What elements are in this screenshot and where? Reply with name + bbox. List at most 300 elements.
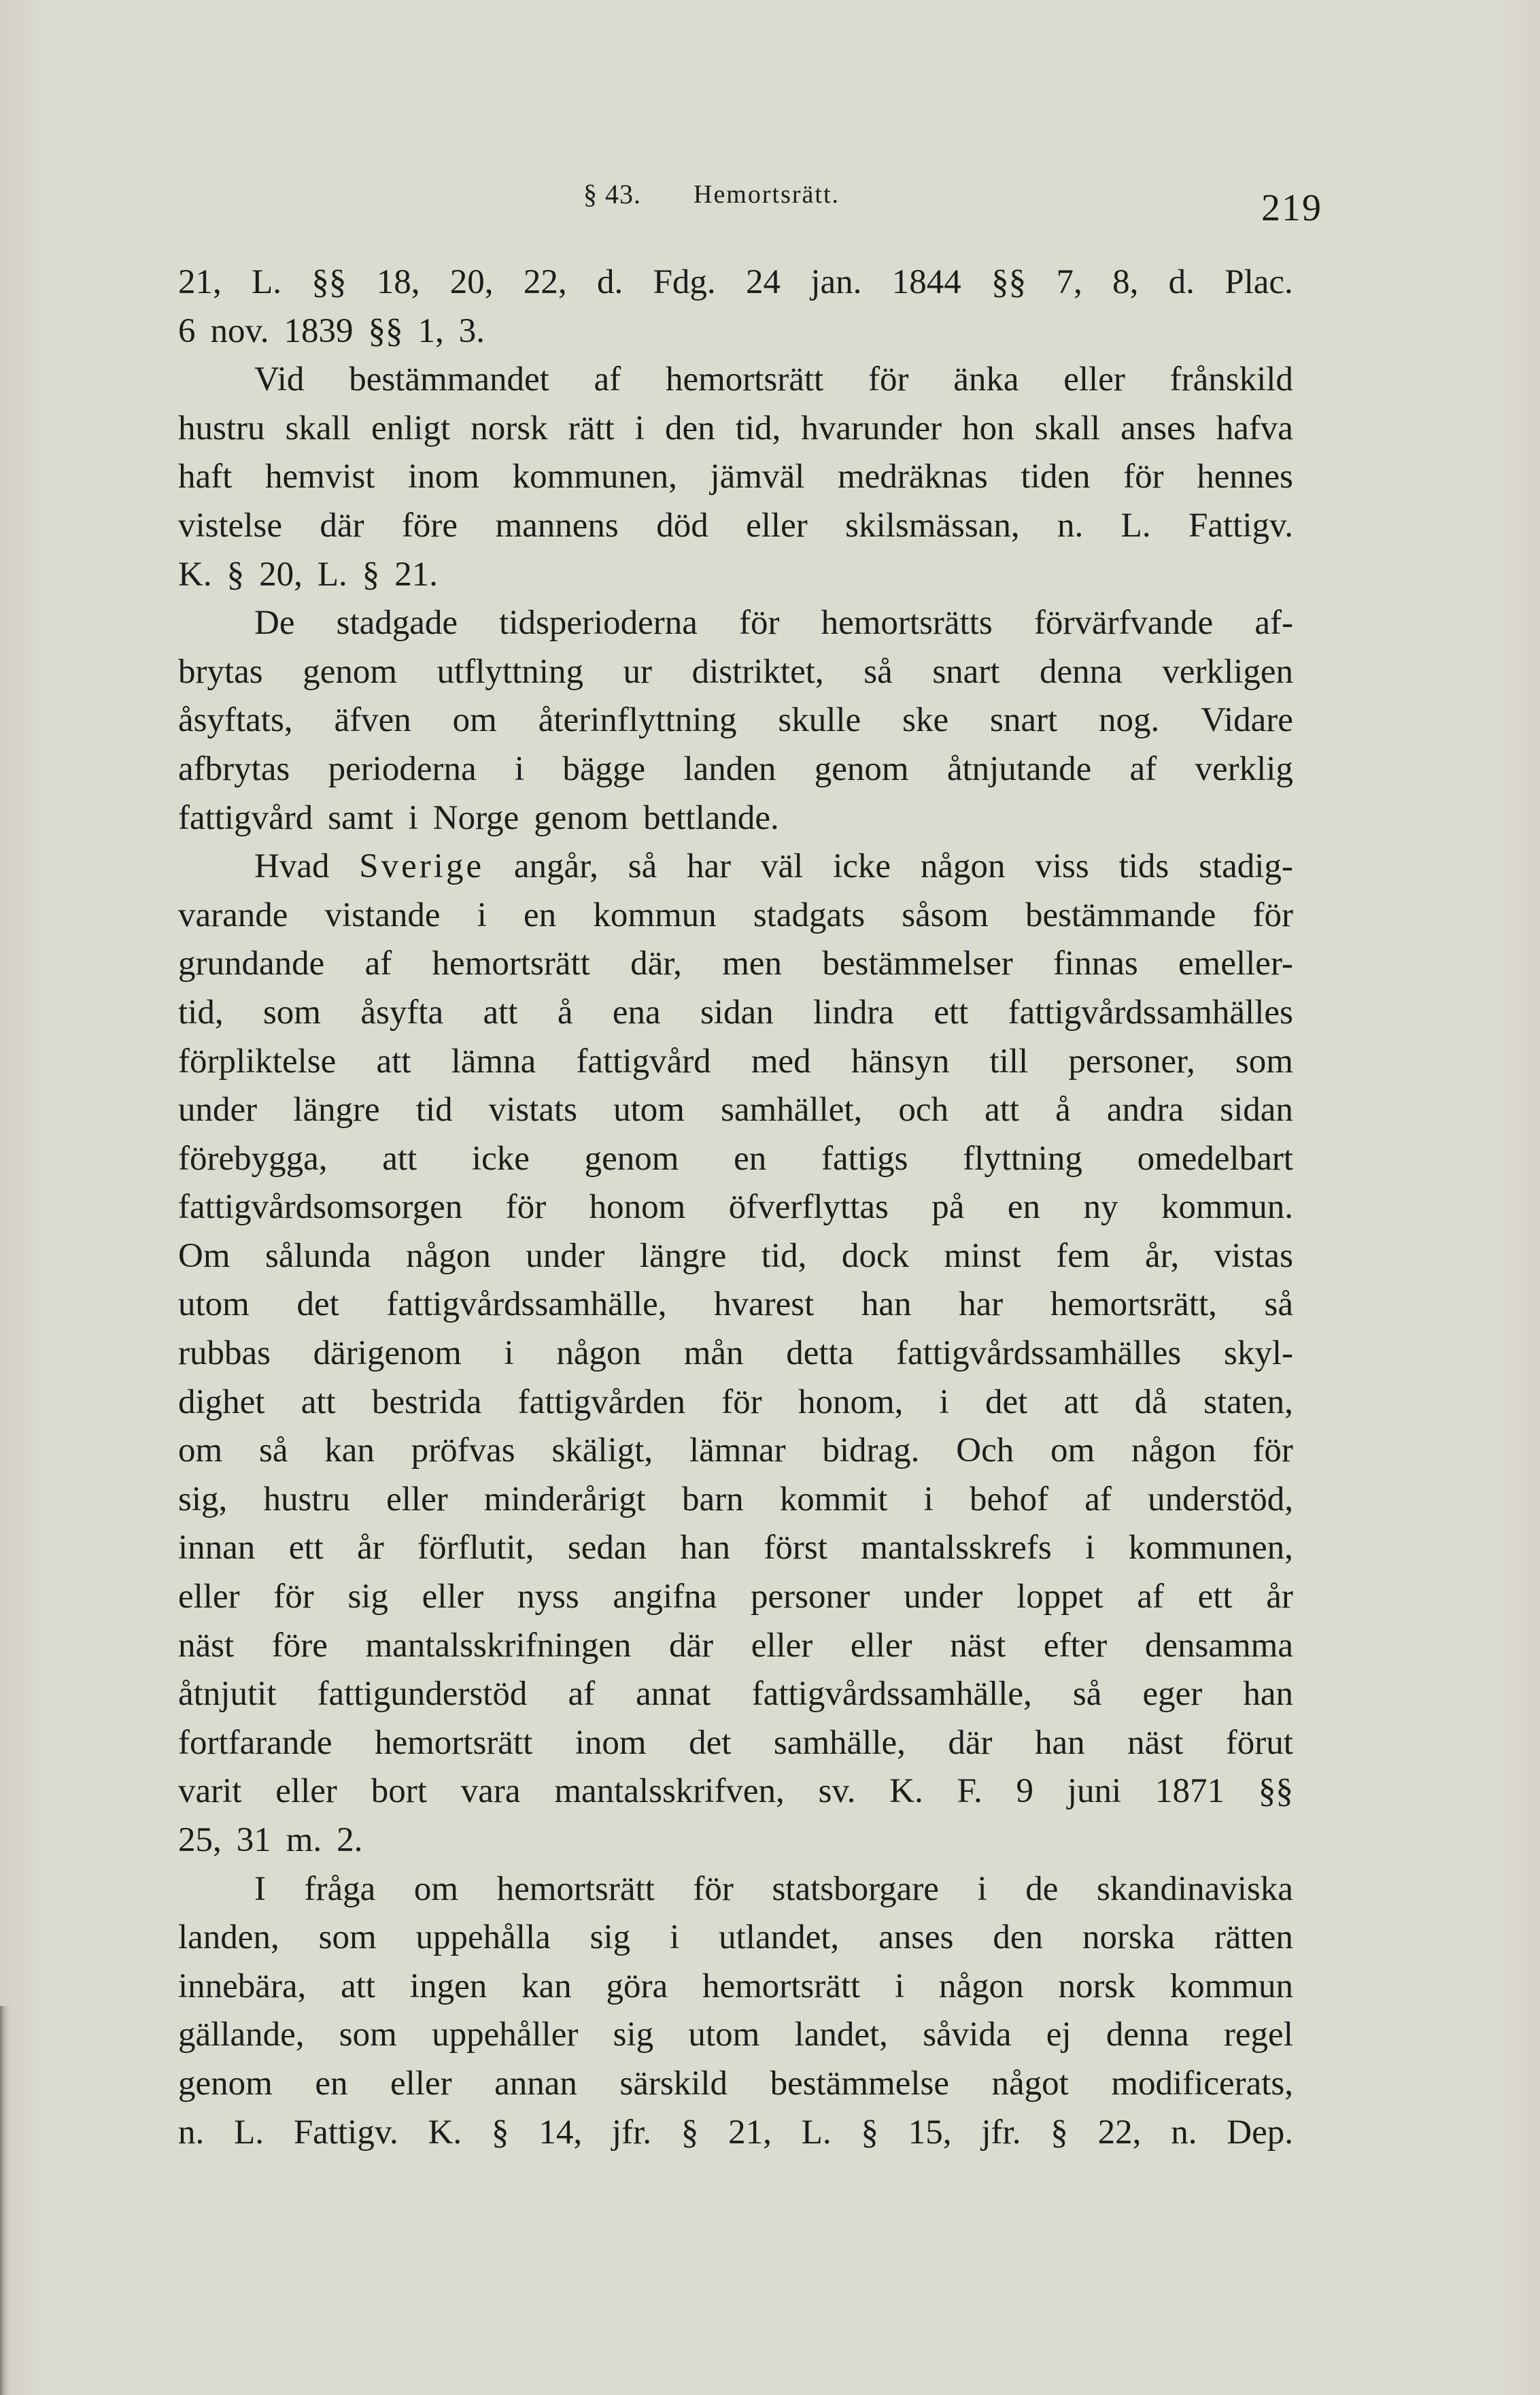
text-line xyxy=(178,453,1293,502)
text-line xyxy=(178,1573,1293,1622)
text-line xyxy=(178,1622,1293,1671)
word: tids xyxy=(1118,847,1169,886)
word: skyl- xyxy=(1223,1334,1293,1373)
text-line xyxy=(178,1767,1293,1816)
word: på xyxy=(931,1188,965,1227)
word: hemvist xyxy=(264,458,375,496)
text-line xyxy=(178,356,1293,405)
word: rätten xyxy=(1214,1918,1293,1957)
word: han xyxy=(1034,1723,1085,1762)
word: 25, xyxy=(178,1821,222,1859)
word: återinflyttning xyxy=(538,701,737,740)
word: det xyxy=(296,1285,339,1324)
word: loppet xyxy=(1016,1578,1103,1616)
word: eller xyxy=(850,1626,912,1665)
word: norsk xyxy=(470,409,548,447)
word: å xyxy=(557,993,573,1032)
word: 3. xyxy=(458,311,485,350)
word: mantalsskrifningen xyxy=(365,1626,632,1665)
word: mannens xyxy=(495,506,619,545)
word: tid, xyxy=(735,409,781,447)
word: juni xyxy=(1067,1772,1122,1811)
text-line xyxy=(178,1476,1293,1525)
word: så xyxy=(1072,1675,1102,1714)
word: näst xyxy=(1127,1723,1184,1762)
word: i xyxy=(514,749,525,788)
word: anses xyxy=(1120,409,1196,447)
word: genom xyxy=(534,798,629,837)
word: hvarest xyxy=(714,1285,815,1324)
word: i xyxy=(923,1480,934,1518)
header-section: § 43. xyxy=(583,179,641,209)
word: så xyxy=(863,652,893,691)
word: bettlande. xyxy=(643,798,779,837)
word: bestämmandet xyxy=(349,360,549,399)
word: änka xyxy=(953,360,1019,399)
word: de xyxy=(1025,1869,1059,1908)
text-line xyxy=(178,1816,1293,1865)
word: Hvad xyxy=(254,847,330,886)
word: jfr. xyxy=(611,2113,651,2152)
word: år xyxy=(1266,1578,1293,1616)
word: eller xyxy=(746,506,808,545)
word: rätt xyxy=(568,409,615,447)
word: utom xyxy=(178,1285,250,1324)
word: ett xyxy=(934,993,969,1032)
word: jfr. xyxy=(981,2113,1021,2152)
word: Och xyxy=(956,1431,1014,1470)
text-line xyxy=(178,307,1293,356)
word: en xyxy=(524,896,557,934)
word: bägge xyxy=(562,749,646,788)
word: § xyxy=(362,555,380,594)
word: vistande xyxy=(324,896,441,934)
text-line xyxy=(178,1378,1293,1427)
word: kommunen, xyxy=(512,458,677,496)
word: för xyxy=(505,1188,547,1227)
word: Sverige xyxy=(359,847,485,886)
word: för xyxy=(1123,458,1164,496)
word: §§ xyxy=(368,311,403,350)
word: denna xyxy=(1040,652,1123,691)
word: lindra xyxy=(812,993,894,1032)
word: finnas xyxy=(1053,945,1138,983)
word: den xyxy=(993,1918,1044,1957)
word: angår, xyxy=(513,847,598,886)
word: andra xyxy=(1106,1091,1184,1129)
word: understöd, xyxy=(1148,1480,1293,1518)
word: före xyxy=(401,506,458,545)
word: § xyxy=(681,2113,699,2152)
word: mantalsskrifven, xyxy=(554,1772,785,1811)
word: fattigvårdssamhälle, xyxy=(386,1285,667,1324)
text-line xyxy=(178,502,1293,551)
word: förpliktelse xyxy=(178,1042,337,1081)
word: I xyxy=(254,1869,266,1908)
word: norska xyxy=(1082,1918,1175,1957)
word: fattigvård xyxy=(576,1042,711,1081)
word: längre xyxy=(293,1091,380,1129)
word: skandinaviska xyxy=(1096,1869,1293,1908)
word: äfven xyxy=(334,701,411,740)
word: där xyxy=(668,1626,714,1665)
word: hemortsrätt xyxy=(665,360,824,399)
word: åtnjutit xyxy=(178,1675,277,1714)
word: barn xyxy=(682,1480,744,1518)
word: 7, xyxy=(1056,263,1082,301)
word: 2. xyxy=(337,1821,363,1859)
word: förut xyxy=(1225,1723,1293,1762)
word: till xyxy=(989,1042,1029,1081)
word: såsom xyxy=(902,896,989,934)
word: personer, xyxy=(1068,1042,1195,1081)
word: sidan xyxy=(700,993,774,1032)
word: där, xyxy=(630,945,682,983)
word: denna xyxy=(1106,2016,1189,2054)
text-line xyxy=(178,940,1293,989)
word: medräknas xyxy=(837,458,988,496)
word: bestrida xyxy=(371,1382,482,1421)
text-line xyxy=(178,1865,1293,1914)
word: fattigvårdssamhälles xyxy=(1008,993,1293,1032)
word: sig xyxy=(613,2016,654,2054)
word: nyss xyxy=(517,1578,579,1616)
word: mån xyxy=(683,1334,744,1373)
word: för xyxy=(693,1869,734,1908)
word: hemortsrätt xyxy=(375,1723,533,1762)
word: hustru xyxy=(263,1480,350,1518)
word: flyttning xyxy=(963,1139,1082,1178)
word: lämnar xyxy=(689,1431,786,1470)
text-line xyxy=(178,551,1293,600)
word: skall xyxy=(1034,409,1101,447)
word: personer xyxy=(750,1578,870,1616)
word: 8, xyxy=(1112,263,1139,301)
word: mantalsskrefs xyxy=(861,1529,1052,1567)
word: jan. xyxy=(810,263,862,301)
word: distriktet, xyxy=(691,652,824,691)
word: vistelse xyxy=(178,506,282,545)
word: Dep. xyxy=(1227,2113,1293,2152)
word: att xyxy=(483,993,518,1032)
word: i xyxy=(477,896,487,934)
word: samhället, xyxy=(721,1091,863,1129)
word: afbrytas xyxy=(178,749,290,788)
word: norsk xyxy=(1058,1967,1135,2005)
word: som xyxy=(1235,1042,1293,1081)
word: skilsmässan, xyxy=(845,506,1020,545)
text-line xyxy=(178,2060,1293,2109)
word: lämna xyxy=(451,1042,536,1081)
word: längre xyxy=(639,1236,727,1275)
word: för xyxy=(868,360,909,399)
word: näst xyxy=(950,1626,1006,1665)
word: Fattigv. xyxy=(1188,506,1293,545)
text-line xyxy=(178,2109,1293,2158)
word: om xyxy=(178,1431,223,1470)
text-line xyxy=(178,1719,1293,1768)
word: stadgade xyxy=(336,604,458,643)
word: ett xyxy=(288,1529,324,1567)
word: dighet xyxy=(178,1382,265,1421)
word: ej xyxy=(1046,2016,1072,2054)
word: den xyxy=(664,409,715,447)
word: för xyxy=(273,1578,314,1616)
word: varit xyxy=(178,1772,242,1811)
word: eller xyxy=(386,1480,448,1518)
word: inom xyxy=(575,1723,647,1762)
word: vistas xyxy=(1214,1236,1293,1275)
word: L. xyxy=(801,2113,832,2152)
word: icke xyxy=(833,847,891,886)
word: han xyxy=(861,1285,912,1324)
text-line xyxy=(178,599,1293,648)
word: eller xyxy=(390,2064,452,2103)
word: tidsperioderna xyxy=(499,604,698,643)
word: d. xyxy=(1168,263,1195,301)
word: varande xyxy=(178,896,288,934)
word: staten, xyxy=(1203,1382,1293,1421)
word: före xyxy=(271,1626,328,1665)
word: af xyxy=(364,945,392,983)
word: eller xyxy=(422,1578,484,1616)
word: fattigvårdssamhälle, xyxy=(751,1675,1032,1714)
word: ett xyxy=(1197,1578,1233,1616)
word: eller xyxy=(751,1626,813,1665)
word: emeller- xyxy=(1178,945,1293,983)
word: år, xyxy=(1144,1236,1180,1275)
word: d. xyxy=(596,263,623,301)
word: De xyxy=(254,604,295,643)
word: vistats xyxy=(488,1091,578,1129)
word: af xyxy=(1129,749,1157,788)
word: densamma xyxy=(1144,1626,1293,1665)
word: det xyxy=(985,1382,1028,1421)
text-line xyxy=(178,1038,1293,1087)
word: för xyxy=(721,1382,762,1421)
word: 22, xyxy=(523,263,567,301)
word: som xyxy=(318,1918,377,1957)
word: Vid xyxy=(254,360,305,399)
word: ur xyxy=(623,652,653,691)
word: 1839 xyxy=(284,311,354,350)
word: kommunen, xyxy=(1128,1529,1293,1567)
word: gällande, xyxy=(178,2016,305,2054)
word: i xyxy=(504,1334,514,1373)
word: honom, xyxy=(798,1382,904,1421)
word: ny xyxy=(1083,1188,1118,1227)
word: tid, xyxy=(761,1236,807,1275)
word: L. xyxy=(234,2113,264,2152)
word: i xyxy=(895,1967,905,2005)
word: frånskild xyxy=(1169,360,1293,399)
word: någon xyxy=(556,1334,641,1373)
word: stadgats xyxy=(753,896,866,934)
word: någon xyxy=(939,1967,1024,2005)
word: det xyxy=(689,1723,732,1762)
word: utlandet, xyxy=(719,1918,840,1957)
word: L. xyxy=(252,263,281,301)
word: år xyxy=(357,1529,384,1567)
word: har xyxy=(687,847,732,886)
word: bestämmelser xyxy=(822,945,1013,983)
word: hänsyn xyxy=(851,1042,950,1081)
word: fattigvård xyxy=(178,798,313,837)
word: eller xyxy=(178,1578,240,1616)
word: 21, xyxy=(728,2113,772,2152)
word: L. xyxy=(1120,506,1151,545)
word: så xyxy=(1264,1285,1293,1324)
word: att xyxy=(341,1967,376,2005)
word: genom xyxy=(814,749,909,788)
word: innan xyxy=(178,1529,256,1567)
word: perioderna xyxy=(328,749,477,788)
word: om xyxy=(413,1869,459,1908)
text-line xyxy=(178,745,1293,794)
word: eller xyxy=(275,1772,337,1811)
word: fattigvårdssamhälles xyxy=(896,1334,1182,1373)
word: 6 xyxy=(178,311,196,350)
word: F. xyxy=(957,1772,982,1811)
word: en xyxy=(734,1139,767,1178)
word: såvida xyxy=(923,2016,1012,2054)
word: fem xyxy=(1056,1236,1110,1275)
word: han xyxy=(1243,1675,1293,1714)
word: utom xyxy=(613,1091,685,1129)
word: modificerats, xyxy=(1111,2064,1293,2103)
word: någon xyxy=(406,1236,491,1275)
word: att xyxy=(1063,1382,1099,1421)
word: fattigunderstöd xyxy=(317,1675,528,1714)
word: n. xyxy=(178,2113,205,2152)
word: kommun xyxy=(593,896,717,934)
word: fortfarande xyxy=(178,1723,332,1762)
word: uppehåller xyxy=(432,2016,579,2054)
word: sidan xyxy=(1220,1091,1293,1129)
word: 24 xyxy=(746,263,781,301)
word: fråga xyxy=(304,1869,376,1908)
word: 18, xyxy=(376,263,420,301)
word: 1, xyxy=(417,311,444,350)
word: § xyxy=(861,2113,878,2152)
word: regel xyxy=(1223,2016,1293,2054)
word: kommun xyxy=(1169,1967,1293,2005)
word: under xyxy=(526,1236,605,1275)
text-line xyxy=(178,1086,1293,1135)
word: hemortsrätts xyxy=(821,604,993,643)
word: först xyxy=(764,1529,827,1567)
word: verklig xyxy=(1195,749,1293,788)
word: skäligt, xyxy=(551,1431,653,1470)
word: pröfvas xyxy=(411,1431,515,1470)
word: att xyxy=(985,1091,1020,1129)
text-line xyxy=(178,794,1293,843)
word: kommit xyxy=(779,1480,888,1518)
word: hemortsrätt xyxy=(496,1869,655,1908)
word: väl xyxy=(760,847,804,886)
word: hafva xyxy=(1216,409,1293,447)
word: omedelbart xyxy=(1137,1139,1293,1178)
text-line xyxy=(178,989,1293,1038)
word: 22, xyxy=(1097,2113,1142,2152)
word: där xyxy=(320,506,364,545)
page-edge-shadow xyxy=(0,2006,10,2395)
word: bidrag. xyxy=(822,1431,920,1470)
word: §§ xyxy=(1258,1772,1293,1811)
word: 20, xyxy=(449,263,494,301)
word: hennes xyxy=(1197,458,1293,496)
word: Fattigv. xyxy=(293,2113,398,2152)
word: 20, xyxy=(259,555,303,594)
word: åtnjutande xyxy=(946,749,1092,788)
word: eller xyxy=(1063,360,1125,399)
word: genom xyxy=(584,1139,679,1178)
word: en xyxy=(315,2064,348,2103)
word: då xyxy=(1134,1382,1167,1421)
word: ske xyxy=(902,701,949,740)
text-line xyxy=(178,1183,1293,1232)
word: därigenom xyxy=(313,1334,462,1373)
word: kan xyxy=(324,1431,375,1470)
word: Fdg. xyxy=(653,263,716,301)
word: under xyxy=(904,1578,983,1616)
word: viss xyxy=(1035,847,1089,886)
word: förebygga, xyxy=(178,1139,328,1178)
word: utflyttning xyxy=(437,652,583,691)
word: göra xyxy=(606,1967,668,2005)
word: ingen xyxy=(409,1967,487,2005)
word: hemortsrätt, xyxy=(1050,1285,1217,1324)
word: inom xyxy=(408,458,479,496)
word: så xyxy=(258,1431,288,1470)
word: efter xyxy=(1043,1626,1108,1665)
word: hon xyxy=(962,409,1014,447)
word: att xyxy=(301,1382,336,1421)
word: snart xyxy=(990,701,1058,740)
text-line xyxy=(178,1427,1293,1476)
word: för xyxy=(739,604,780,643)
header-title: Hemortsrätt. xyxy=(694,180,840,209)
word: tid, xyxy=(178,993,224,1032)
word: kommun. xyxy=(1161,1188,1293,1227)
text-line xyxy=(178,1914,1293,1963)
word: skall xyxy=(285,409,351,447)
word: för xyxy=(1252,896,1293,934)
word: 21. xyxy=(394,555,438,594)
word: grundande xyxy=(178,945,325,983)
word: haft xyxy=(178,458,233,496)
word: som xyxy=(262,993,321,1032)
word: honom xyxy=(589,1188,686,1227)
word: 31 xyxy=(236,1821,271,1859)
word: 1844 xyxy=(891,263,961,301)
word: nov. xyxy=(210,311,269,350)
word: landen xyxy=(683,749,776,788)
word: har xyxy=(959,1285,1004,1324)
word: någon xyxy=(1131,1431,1216,1470)
word: af- xyxy=(1254,604,1293,643)
word: där xyxy=(948,1723,993,1762)
word: verkligen xyxy=(1162,652,1293,691)
word: Vidare xyxy=(1201,701,1293,740)
word: bestämmande xyxy=(1025,896,1216,934)
text-line xyxy=(178,1963,1293,2011)
word: K. xyxy=(889,1772,923,1811)
text-line xyxy=(178,1280,1293,1329)
text-line xyxy=(178,1232,1293,1281)
word: § xyxy=(492,2113,509,2152)
word: genom xyxy=(303,652,398,691)
